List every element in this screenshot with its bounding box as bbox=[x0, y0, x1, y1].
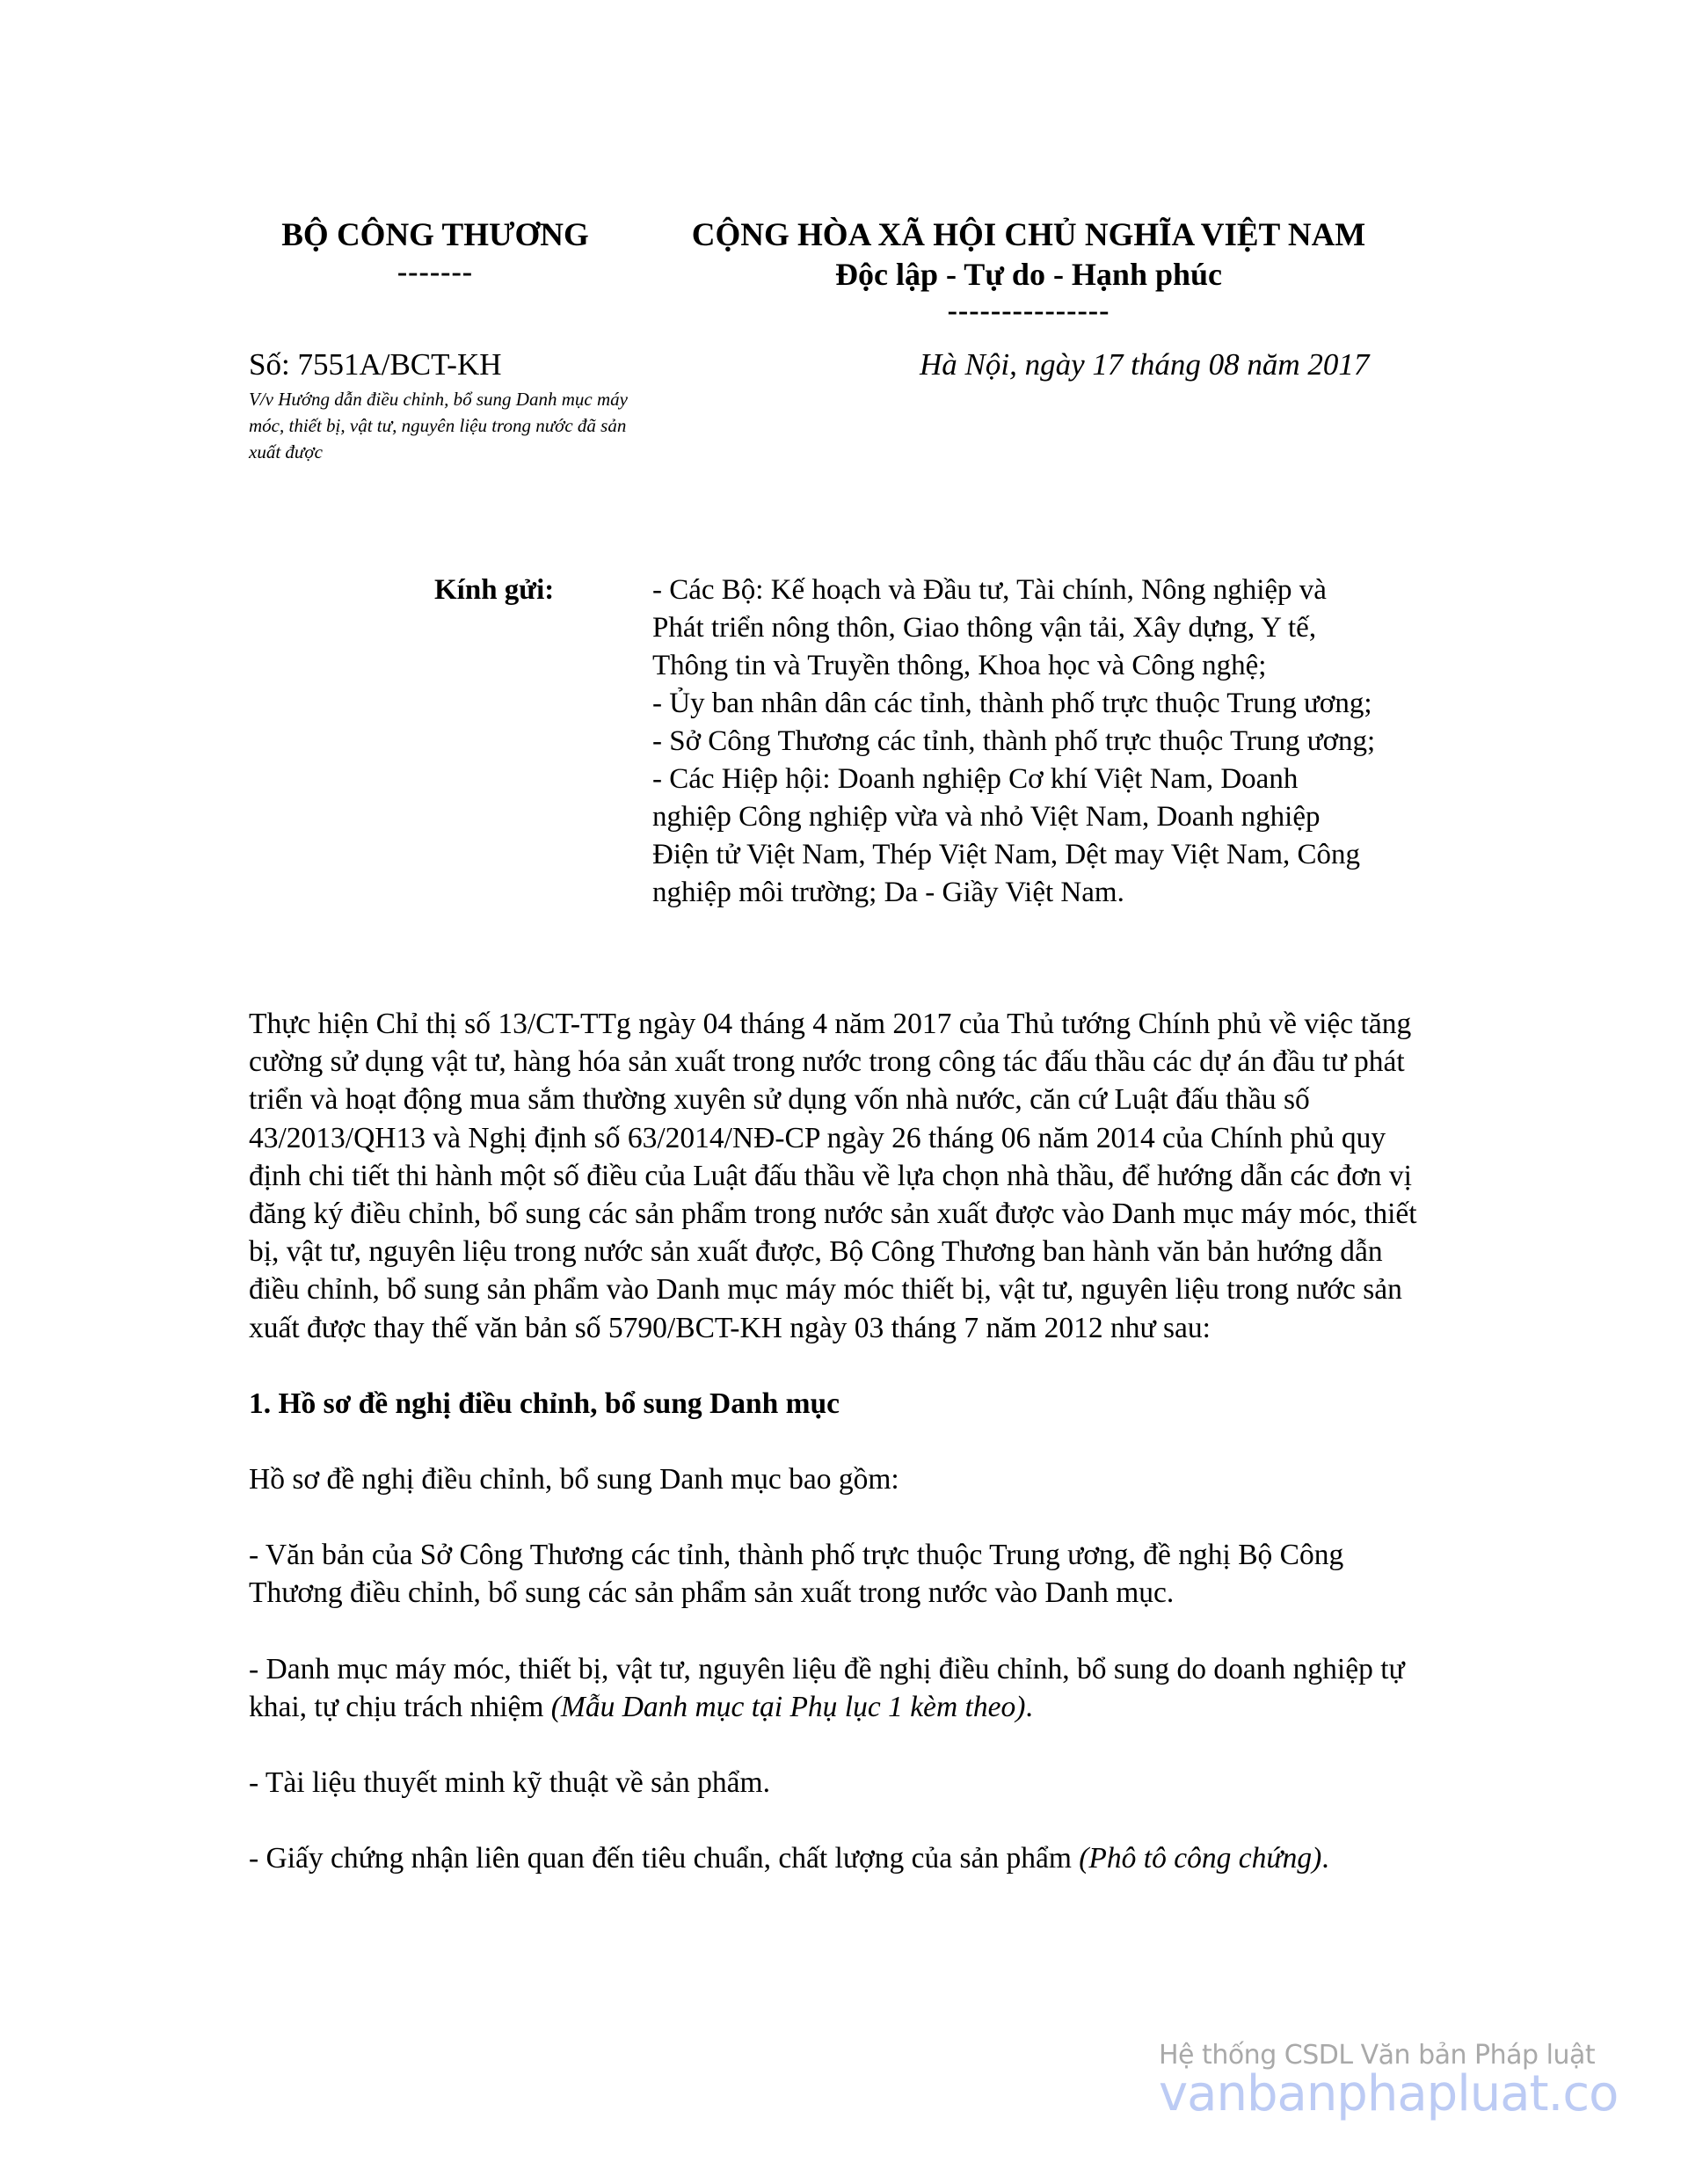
spacer bbox=[249, 1802, 1440, 1839]
document-subject: V/v Hướng dẫn điều chỉnh, bổ sung Danh mục máy móc, thiết bị, vật tư, nguyên liệu trong nước đã sản xuất được bbox=[249, 389, 628, 462]
issuing-authority: BỘ CÔNG THƯƠNG bbox=[281, 217, 589, 253]
recipient-item: - Các Bộ: Kế hoạch và Đầu tư, Tài chính, Nông nghiệp và Phát triển nông thôn, Giao thông vận tải, Xây dựng, Y tế, Thông tin và Truyền thông, Khoa học và Công nghệ; bbox=[652, 574, 1327, 681]
watermark-site-name: vanbanphapluat.co bbox=[1159, 2065, 1619, 2122]
requirement-item bbox=[249, 1839, 1440, 1877]
issuing-authority-block bbox=[246, 216, 624, 290]
motto-separator: --------------- bbox=[947, 295, 1110, 327]
recipients-list bbox=[652, 571, 1382, 912]
spacer bbox=[249, 1613, 1440, 1650]
spacer bbox=[249, 1347, 1440, 1385]
requirement-note: (Mẫu Danh mục tại Phụ lục 1 kèm theo) bbox=[550, 1690, 1026, 1723]
spacer bbox=[249, 1726, 1440, 1764]
requirement-note: (Phô tô công chứng) bbox=[1079, 1842, 1322, 1875]
intro-paragraph: Thực hiện Chỉ thị số 13/CT-TTg ngày 04 tháng 4 năm 2017 của Thủ tướng Chính phủ về việc tăng cường sử dụng vật tư, hàng hóa sản xuất trong nước trong công tác đấu thầu các dự án đầu tư phát triển và hoạt động mua sắm thường xuyên sử dụng vốn nhà nước, căn cứ Luật đấu thầu số 43/2013/QH13 và Nghị định số 63/2014/NĐ-CP ngày 26 tháng 06 năm 2014 của Chính phủ quy định chi tiết thi hành một số điều của Luật đấu thầu về lựa chọn nhà thầu, để hướng dẫn các đơn vị đăng ký điều chỉnh, bổ sung các sản phẩm trong nước sản xuất được vào Danh mục máy móc, thiết bị, vật tư, nguyên liệu trong nước sản xuất được, Bộ Công Thương ban hành văn bản hướng dẫn điều chỉnh, bổ sung sản phẩm vào Danh mục máy móc thiết bị, vật tư, nguyên liệu trong nước sản xuất được thay thế văn bản số 5790/BCT-KH ngày 03 tháng 7 năm 2012 như sau: bbox=[249, 1008, 1417, 1344]
document-body bbox=[249, 1005, 1440, 1877]
recipient-item: - Ủy ban nhân dân các tỉnh, thành phố trực thuộc Trung ương; bbox=[652, 688, 1372, 719]
requirement-end: . bbox=[1321, 1842, 1329, 1875]
requirement-item bbox=[249, 1536, 1440, 1612]
requirement-text: - Giấy chứng nhận liên quan đến tiêu chuẩn, chất lượng của sản phẩm bbox=[249, 1842, 1080, 1875]
requirement-text: - Danh mục máy móc, thiết bị, vật tư, nguyên liệu đề nghị điều chỉnh, bổ sung do doanh nghiệp tự khai, tự chịu trách nhiệm bbox=[249, 1652, 1405, 1723]
recipient-item: - Sở Công Thương các tỉnh, thành phố trực thuộc Trung ương; bbox=[652, 725, 1376, 757]
place-and-date: Hà Nội, ngày 17 tháng 08 năm 2017 bbox=[920, 347, 1370, 382]
recipients-label: Kính gửi: bbox=[434, 574, 555, 606]
national-title: CỘNG HÒA XÃ HỘI CHỦ NGHĨA VIỆT NAM bbox=[691, 217, 1366, 253]
section-heading: 1. Hồ sơ đề nghị điều chỉnh, bổ sung Danh mục bbox=[249, 1387, 840, 1420]
authority-separator: ------- bbox=[397, 256, 474, 288]
national-motto: Độc lập - Tự do - Hạnh phúc bbox=[834, 257, 1223, 292]
spacer bbox=[249, 1423, 1440, 1460]
national-header-block bbox=[651, 216, 1407, 329]
recipient-item: - Các Hiệp hội: Doanh nghiệp Cơ khí Việt Nam, Doanh nghiệp Công nghiệp vừa và nhỏ Việt Nam, Doanh nghiệp Điện tử Việt Nam, Thép Việt Nam, Dệt may Việt Nam, Công nghiệp môi trường; Da - Giầy Việt Nam. bbox=[652, 763, 1361, 908]
watermark-caption: Hệ thống CSDL Văn bản Pháp luật bbox=[1159, 2040, 1596, 2071]
section-lead: Hồ sơ đề nghị điều chỉnh, bổ sung Danh mục bao gồm: bbox=[249, 1463, 899, 1496]
document-number: Số: 7551A/BCT-KH bbox=[249, 347, 502, 382]
requirement-item bbox=[249, 1764, 1440, 1802]
spacer bbox=[249, 1498, 1440, 1536]
watermark bbox=[1159, 2038, 1651, 2122]
requirement-end: . bbox=[1025, 1690, 1033, 1723]
requirement-text: - Tài liệu thuyết minh kỹ thuật về sản phẩm. bbox=[249, 1766, 770, 1800]
requirement-text: - Văn bản của Sở Công Thương các tỉnh, thành phố trực thuộc Trung ương, đề nghị Bộ Công Thương điều chỉnh, bổ sung các sản phẩm sản xuất trong nước vào Danh mục. bbox=[249, 1539, 1344, 1610]
requirement-item bbox=[249, 1650, 1440, 1726]
